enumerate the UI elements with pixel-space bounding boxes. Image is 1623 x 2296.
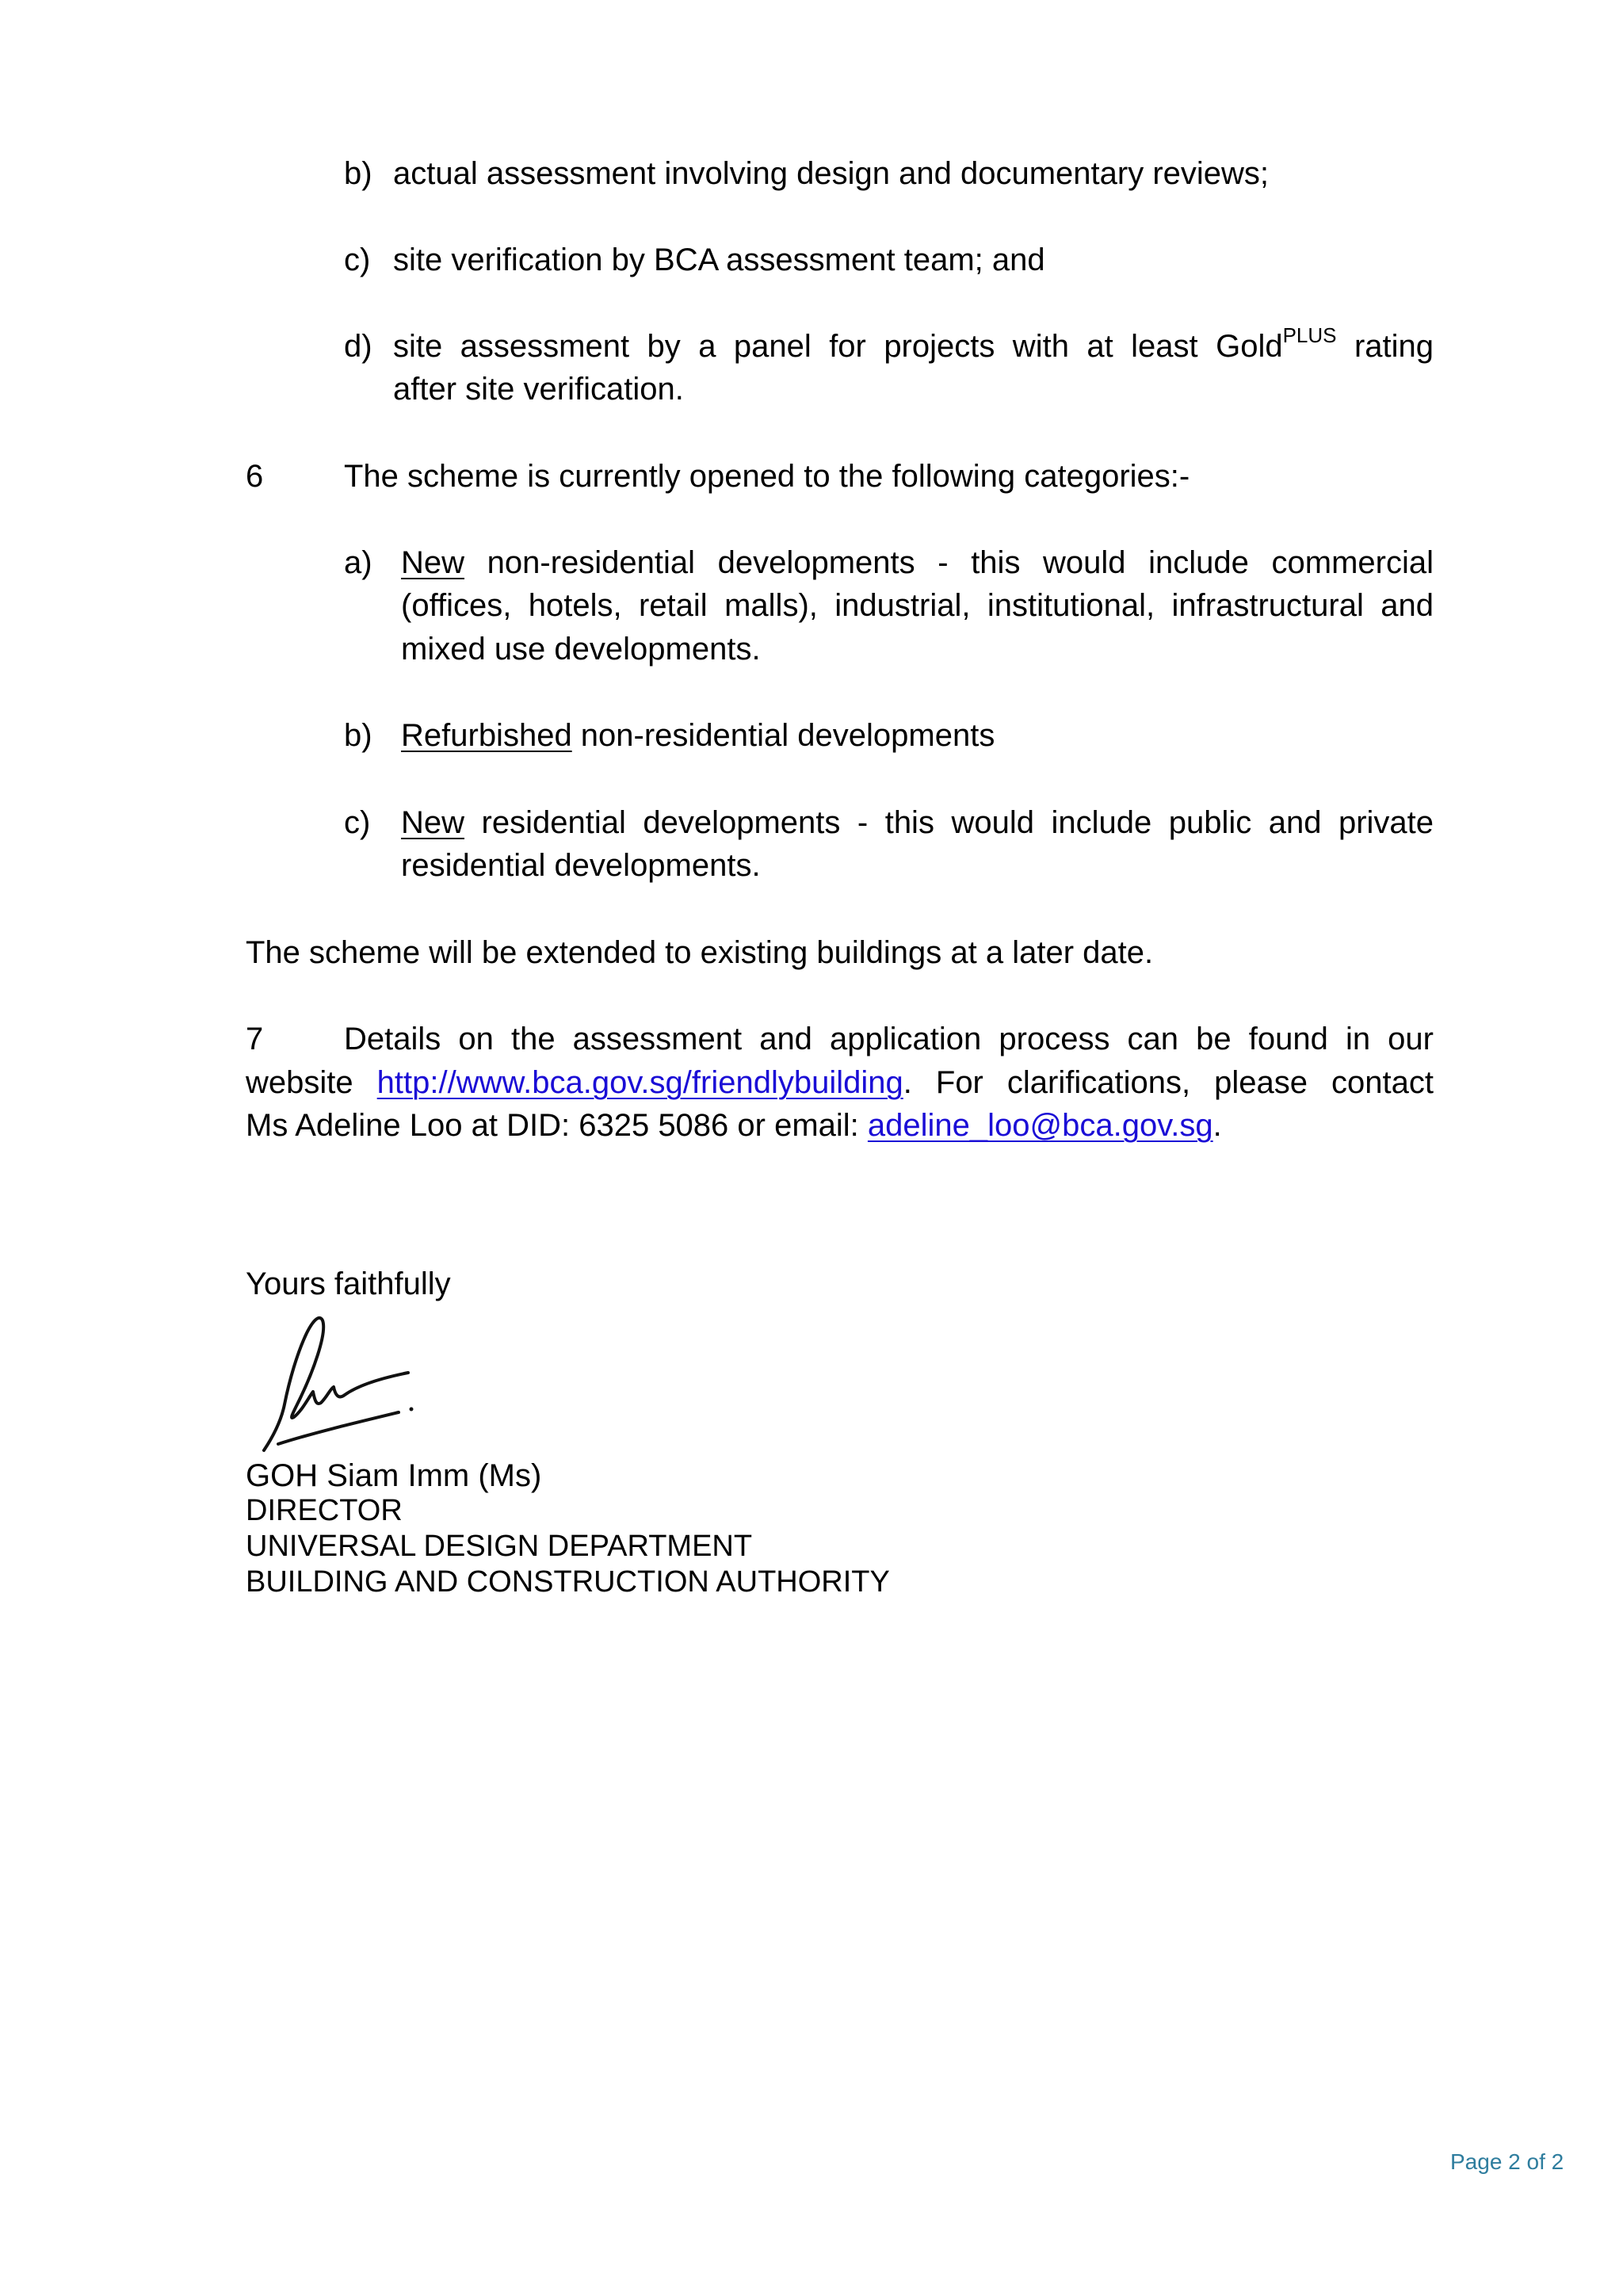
paragraph-7-line3	[246, 1104, 1222, 1147]
paragraph-7-clarification: . For clarifications, please contact	[903, 1065, 1434, 1100]
list-item-b-text: actual assessment involving design and documentary reviews;	[393, 156, 1270, 191]
signatory-title: DIRECTOR	[246, 1494, 403, 1527]
signatory-department: UNIVERSAL DESIGN DEPARTMENT	[246, 1530, 753, 1563]
list-item-d-marker: d)	[344, 329, 372, 364]
gold-plus-superscript: PLUS	[1282, 323, 1337, 347]
email-link[interactable]: adeline_loo@bca.gov.sg	[867, 1108, 1213, 1143]
list-item-d-text-before: site assessment by a panel for projects with at least Gold	[393, 329, 1283, 364]
page-number: Page 2 of 2	[1450, 2149, 1564, 2174]
handwritten-signature	[258, 1309, 420, 1454]
closing-salutation: Yours faithfully	[246, 1266, 451, 1301]
paragraph-7-contact: Ms Adeline Loo at DID: 6325 5086 or email:	[246, 1108, 868, 1143]
list-item-c-marker: c)	[344, 243, 371, 277]
paragraph-7-number: 7	[246, 1022, 264, 1056]
category-a-line1	[401, 541, 1434, 584]
extension-note: The scheme will be extended to existing buildings at a later date.	[246, 935, 1154, 970]
category-c-underlined: New	[401, 805, 465, 840]
category-b-marker: b)	[344, 718, 372, 753]
category-a-underlined: New	[401, 545, 465, 580]
category-a-line3: mixed use developments.	[401, 632, 761, 667]
signatory-name: GOH Siam Imm (Ms)	[246, 1458, 542, 1493]
list-item-c-text: site verification by BCA assessment team; and	[393, 243, 1045, 277]
paragraph-6-text: The scheme is currently opened to the following categories:-	[344, 459, 1190, 494]
category-b-text	[401, 714, 995, 757]
category-b-rest: non-residential developments	[571, 718, 995, 753]
category-a-line1-rest: non-residential developments - this would include commercial	[464, 545, 1434, 580]
paragraph-7-line2	[246, 1061, 1434, 1104]
list-item-d-text-after: rating	[1336, 329, 1434, 364]
category-a-line2: (offices, hotels, retail malls), industrial, institutional, infrastructural and	[401, 588, 1434, 623]
category-c-marker: c)	[344, 805, 371, 840]
paragraph-6-number: 6	[246, 459, 264, 494]
website-link[interactable]: http://www.bca.gov.sg/friendlybuilding	[376, 1065, 903, 1100]
category-c-line1	[401, 801, 1434, 844]
category-c-line2: residential developments.	[401, 848, 761, 883]
list-item-b-marker: b)	[344, 156, 372, 191]
category-a-marker: a)	[344, 545, 372, 580]
paragraph-7-end: .	[1212, 1108, 1222, 1143]
signatory-organization: BUILDING AND CONSTRUCTION AUTHORITY	[246, 1565, 890, 1599]
list-item-d-line1	[393, 325, 1434, 371]
list-item-d-line2: after site verification.	[393, 372, 684, 407]
paragraph-7-line1: Details on the assessment and application process can be found in our	[344, 1022, 1434, 1056]
paragraph-7-website-prefix: website	[246, 1065, 377, 1100]
category-b-underlined: Refurbished	[401, 718, 572, 753]
category-c-line1-rest: residential developments - this would include public and private	[464, 805, 1434, 840]
